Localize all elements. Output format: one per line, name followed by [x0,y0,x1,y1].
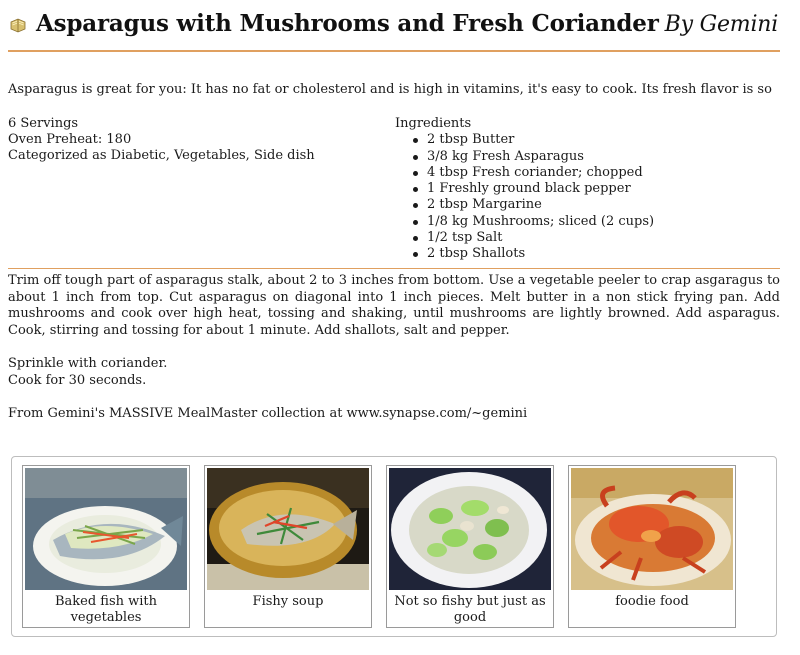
oven-preheat: Oven Preheat: 180 [8,132,132,147]
ingredients-heading: Ingredients [395,116,472,131]
page-title [36,10,778,37]
ingredient-item: 4 tbsp Fresh coriander; chopped [411,165,654,181]
method-step: Sprinkle with coriander. [8,355,168,371]
ingredient-item: 1 Freshly ground black pepper [411,181,654,197]
gallery-card-foodie-food[interactable] [568,465,736,628]
photo-baked-fish[interactable] [25,468,187,590]
recipe-meta [8,116,315,164]
photo-fishy-soup[interactable] [207,468,369,590]
photo-crab-dish[interactable] [571,468,733,590]
related-photos-gallery [11,456,777,637]
ingredients-list [411,132,654,262]
recipe-book-icon [10,17,26,33]
recipe-title: Asparagus with Mushrooms and Fresh Coriander [36,10,659,37]
gallery-card-not-so-fishy[interactable] [386,465,554,628]
recipe-header [8,6,780,52]
ingredient-item: 3/8 kg Fresh Asparagus [411,149,654,165]
ingredient-item: 2 tbsp Margarine [411,197,654,213]
categories: Categorized as Diabetic, Vegetables, Side dish [8,148,315,163]
photo-caption: Fishy soup [252,594,324,609]
recipe-byline: By Gemini [664,12,779,37]
ingredients-section [395,116,654,263]
photo-caption: Baked fish with vegetables [54,594,158,625]
method-paragraph: Trim off tough part of asparagus stalk, about 2 to 3 inches from bottom. Use a vegetable peeler to crap asgaragus to about 1 inch from top. Cut asparagus on diagonal into 1 inch pieces. Melt butter in a non stick frying pan. Add mushrooms and cook over high heat, tossing and shaking, until mushrooms are lightly browned. Add asparagus. Cook, stirring and tossing for about 1 minute. Add shallots, salt and pepper. [8,273,780,338]
recipe-intro: Asparagus is great for you: It has no fat or cholesterol and is high in vitamins, it's easy to cook. Its fresh flavor is so [8,82,772,97]
photo-caption: foodie food [615,594,689,609]
gallery-card-baked-fish[interactable] [22,465,190,628]
section-divider [8,268,780,269]
photo-caption: Not so fishy but just as good [394,594,546,625]
ingredient-item: 2 tbsp Shallots [411,246,654,262]
gallery-card-fishy-soup[interactable] [204,465,372,628]
ingredient-item: 2 tbsp Butter [411,132,654,148]
servings: 6 Servings [8,116,79,131]
photo-asparagus-dish[interactable] [389,468,551,590]
ingredient-item: 1/8 kg Mushrooms; sliced (2 cups) [411,214,654,230]
ingredient-item: 1/2 tsp Salt [411,230,654,246]
recipe-source: From Gemini's MASSIVE MealMaster collection at www.synapse.com/~gemini [8,405,528,421]
method-step: Cook for 30 seconds. [8,372,147,388]
recipe-method [8,273,780,422]
